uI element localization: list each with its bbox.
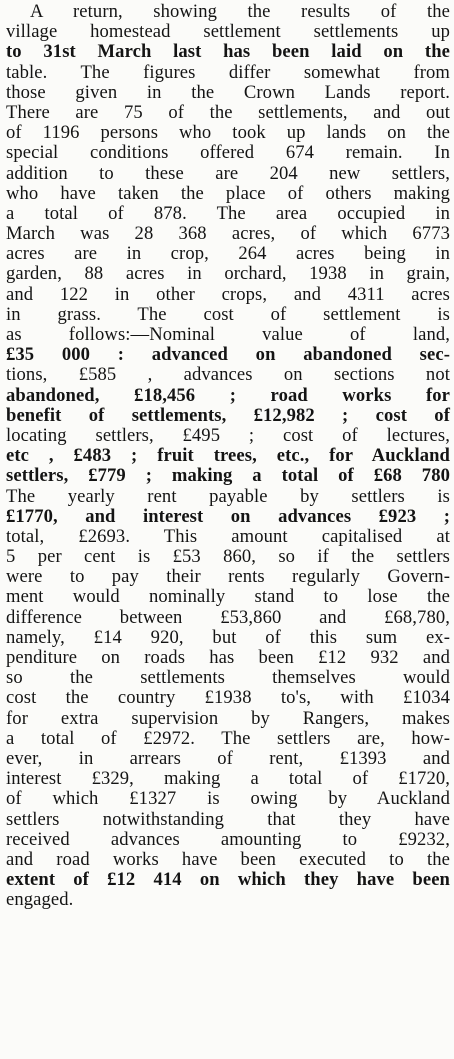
article-line: total, £2693. This amount capitalised at [6,525,450,547]
article-line: £35 000 : advanced on abandoned sec- [6,344,450,366]
article-line: in grass. The cost of settlement is [6,303,450,325]
article-line: of 1196 persons who took up lands on the [6,122,450,144]
article-line: village homestead settlement settlements up [6,21,450,43]
article-line: received advances amounting to £9232, [6,828,450,850]
article-line: interest £329, making a total of £1720, [6,768,450,790]
article-line: March was 28 368 acres, of which 6773 [6,223,450,245]
article-line: abandoned, £18,456 ; road works for [6,384,450,406]
article-line: settlers notwithstanding that they have [6,808,450,830]
article-line: and 122 in other crops, and 4311 acres [6,283,450,305]
article-line: tions, £585 , advances on sections not [6,364,450,386]
article-line: benefit of settlements, £12,982 ; cost of [6,404,450,426]
article-line: A return, showing the results of the [30,1,450,22]
article-line: a total of £2972. The settlers are, how- [6,727,450,749]
article-line: of which £1327 is owing by Auckland [6,788,450,810]
article-line: garden, 88 acres in orchard, 1938 in grain, [6,263,450,285]
article-line: cost the country £1938 to's, with £1034 [6,687,450,709]
article-line: who have taken the place of others making [6,182,450,204]
article-line: were to pay their rents regularly Govern- [6,566,450,588]
article-line: to 31st March last has been laid on the [6,41,450,63]
article-line: ment would nominally stand to lose the [6,586,450,608]
article-line: £1770, and interest on advances £923 ; [6,505,450,527]
article-line: ever, in arrears of rent, £1393 and [6,747,450,769]
article-line: a total of 878. The area occupied in [6,202,450,224]
article-line: and road works have been executed to the [6,848,450,870]
article-line: namely, £14 920, but of this sum ex- [6,626,450,648]
article-line: extent of £12 414 on which they have been [6,869,450,891]
article-line: those given in the Crown Lands report. [6,81,450,103]
article-line: engaged. [6,889,74,911]
article-text [6,2,450,910]
article-line: special conditions offered 674 remain. In [6,142,450,164]
article-line: settlers, £779 ; making a total of £68 780 [6,465,450,487]
article-line: for extra supervision by Rangers, makes [6,707,450,729]
article-line: penditure on roads has been £12 932 and [6,647,450,668]
article-line: addition to these are 204 new settlers, [6,162,450,184]
article-line: acres are in crop, 264 acres being in [6,243,450,265]
article-line: as follows:—Nominal value of land, [6,324,450,345]
article-line: so the settlements themselves would [6,667,450,689]
article-line: The yearly rent payable by settlers is [6,485,450,507]
article-line: difference between £53,860 and £68,780, [6,606,450,628]
article-line: 5 per cent is £53 860, so if the settlers [6,546,450,568]
article-line: locating settlers, £495 ; cost of lectures, [6,424,450,446]
article-line: table. The figures differ somewhat from [6,61,450,83]
article-line: There are 75 of the settlements, and out [6,101,450,123]
article-line: etc , £483 ; fruit trees, etc., for Auckland [6,445,450,467]
